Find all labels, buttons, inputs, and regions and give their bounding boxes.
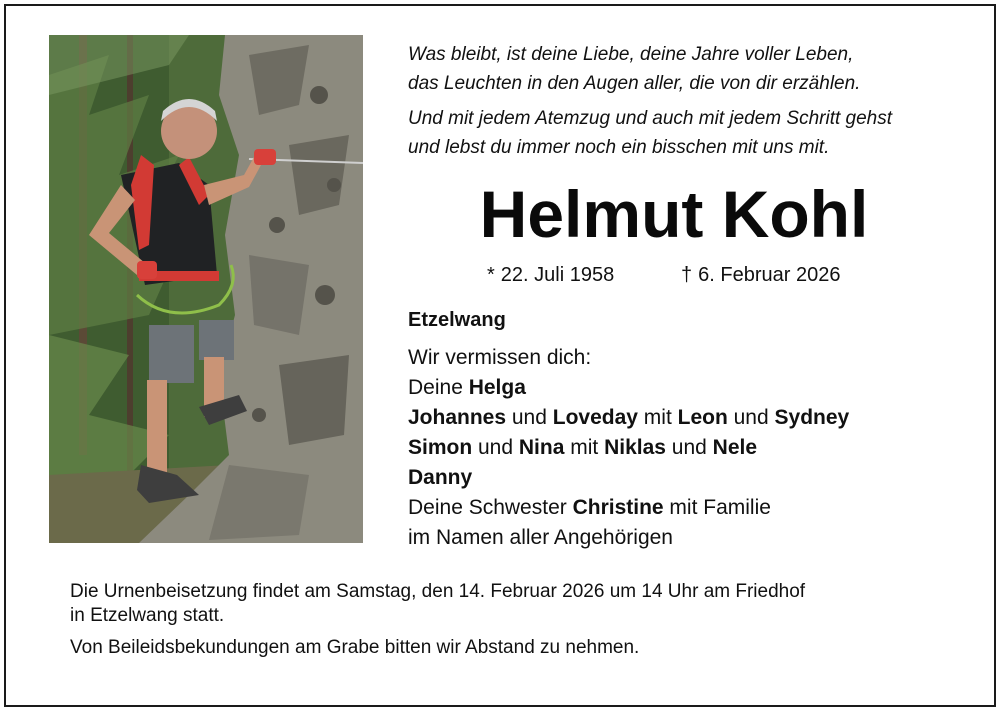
mourners-list xyxy=(408,343,849,553)
deceased-name: Helmut Kohl xyxy=(479,177,869,251)
funeral-information xyxy=(70,580,970,668)
mourner-name: Helga xyxy=(468,376,526,399)
mourner-line xyxy=(408,463,849,493)
mourner-name: Nele xyxy=(712,436,758,459)
mourner-suffix: mit Familie xyxy=(663,496,771,519)
death-date xyxy=(681,262,840,288)
mourner-name: Danny xyxy=(408,466,473,489)
poem-line: Was bleibt, ist deine Liebe, deine Jahre voller Leben, xyxy=(408,44,854,65)
mourner-connector: und xyxy=(472,436,519,459)
mourner-name: Sydney xyxy=(774,406,850,429)
mourner-name: Loveday xyxy=(552,406,638,429)
death-date-text: 6. Februar 2026 xyxy=(698,264,841,286)
poem-line: und lebst du immer noch ein bisschen mit uns mit. xyxy=(408,137,830,158)
mourner-name: Christine xyxy=(572,496,664,519)
mourner-connector: mit xyxy=(637,406,678,429)
mourner-connector: mit xyxy=(564,436,605,459)
mourner-line xyxy=(408,433,849,463)
mourner-connector: und xyxy=(727,406,775,429)
mourners-intro: Wir vermissen dich: xyxy=(408,346,592,369)
mourner-prefix: Deine xyxy=(408,376,469,399)
mourner-name: Nina xyxy=(518,436,565,459)
birth-date-text: 22. Juli 1958 xyxy=(500,264,615,286)
mourner-connector: und xyxy=(506,406,553,429)
birth-symbol: * xyxy=(487,264,495,286)
funeral-notice xyxy=(70,580,970,628)
mourner-connector: und xyxy=(665,436,713,459)
place-of-residence: Etzelwang xyxy=(408,309,506,331)
mourner-name: Johannes xyxy=(408,406,507,429)
funeral-line: Die Urnenbeisetzung findet am Samstag, den 14. Februar 2026 um 14 Uhr am Friedhof xyxy=(70,581,806,602)
portrait-photo xyxy=(49,35,363,543)
condolence-notice: Von Beileidsbekundungen am Grabe bitten wir Abstand zu nehmen. xyxy=(70,637,640,658)
death-symbol: † xyxy=(681,264,693,286)
funeral-line: in Etzelwang statt. xyxy=(70,605,225,626)
mourner-name: Leon xyxy=(677,406,728,429)
poem-line: Und mit jedem Atemzug und auch mit jedem Schritt gehst xyxy=(408,108,893,129)
poem-stanza-1 xyxy=(408,40,968,98)
mourner-line xyxy=(408,373,849,403)
mourner-line xyxy=(408,493,849,523)
birth-date xyxy=(487,262,614,288)
mourner-name: Niklas xyxy=(604,436,666,459)
poem-stanza-2 xyxy=(408,104,968,162)
mourner-name: Simon xyxy=(408,436,473,459)
mourner-line xyxy=(408,403,849,433)
poem-line: das Leuchten in den Augen aller, die von dir erzählen. xyxy=(408,73,861,94)
mourners-closing: im Namen aller Angehörigen xyxy=(408,526,673,549)
mourner-prefix: Deine Schwester xyxy=(408,496,573,519)
memorial-poem xyxy=(408,40,968,168)
